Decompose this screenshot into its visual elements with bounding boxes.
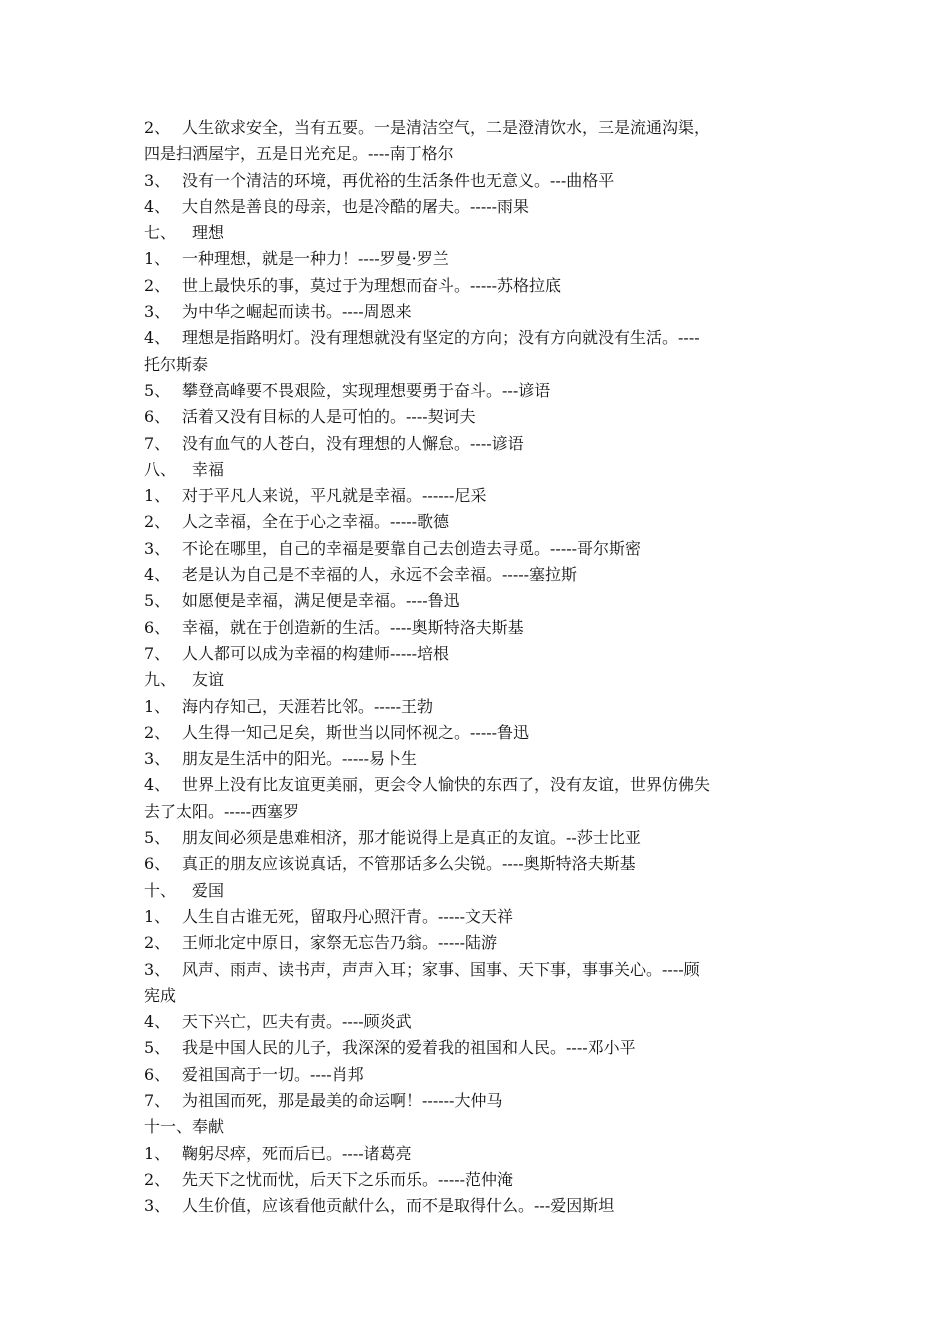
quote-text: 朋友间必须是患难相济，那才能说得上是真正的友谊。--莎士比亚 (182, 828, 641, 848)
quote-text: 去了太阳。-----西塞罗 (144, 801, 300, 821)
quote-line (144, 825, 814, 851)
quote-line (144, 772, 814, 798)
section-number: 十、 (144, 880, 177, 900)
section-title: 爱国 (192, 880, 225, 900)
quote-continuation-line (144, 983, 814, 1009)
quote-text: 如愿便是幸福，满足便是幸福。----鲁迅 (182, 591, 460, 611)
quote-line (144, 720, 814, 746)
quote-text: 风声、雨声、读书声，声声入耳；家事、国事、天下事，事事关心。----顾 (182, 959, 700, 979)
quote-text: 对于平凡人来说，平凡就是幸福。------尼采 (182, 486, 487, 506)
quote-number: 3、 (144, 302, 171, 322)
quote-text: 四是扫洒屋宇，五是日光充足。----南丁格尔 (144, 144, 454, 164)
quote-text: 一种理想，就是一种力！----罗曼·罗兰 (182, 249, 449, 269)
quote-line (144, 431, 814, 457)
section-number: 十一、 (144, 1117, 193, 1137)
quote-text: 活着又没有目标的人是可怕的。----契诃夫 (182, 407, 476, 427)
quote-number: 4、 (144, 775, 171, 795)
quote-line (144, 1141, 814, 1167)
quote-text: 为祖国而死，那是最美的命运啊！------大仲马 (182, 1090, 503, 1110)
quote-line (144, 168, 814, 194)
quote-number: 3、 (144, 749, 171, 769)
quote-text: 鞠躬尽瘁，死而后已。----诸葛亮 (182, 1143, 412, 1163)
quote-text: 为中华之崛起而读书。----周恩来 (182, 302, 412, 322)
quote-number: 4、 (144, 196, 171, 216)
quote-continuation-line (144, 799, 814, 825)
quote-text: 不论在哪里，自己的幸福是要靠自己去创造去寻觅。-----哥尔斯密 (182, 538, 642, 558)
quote-line (144, 641, 814, 667)
quote-text: 幸福，就在于创造新的生活。----奥斯特洛夫斯基 (182, 617, 524, 637)
quote-continuation-line (144, 141, 814, 167)
quote-continuation-line (144, 352, 814, 378)
section-number: 七、 (144, 223, 177, 243)
quote-text: 没有一个清洁的环境，再优裕的生活条件也无意义。---曲格平 (182, 170, 615, 190)
quote-line (144, 957, 814, 983)
quote-line (144, 1193, 814, 1219)
quote-line (144, 746, 814, 772)
quote-number: 6、 (144, 407, 171, 427)
quote-line (144, 694, 814, 720)
quote-text: 海内存知己，天涯若比邻。-----王勃 (182, 696, 434, 716)
quote-number: 4、 (144, 1012, 171, 1032)
quote-number: 2、 (144, 512, 171, 532)
quote-number: 3、 (144, 170, 171, 190)
quote-line (144, 1009, 814, 1035)
section-number: 八、 (144, 459, 177, 479)
section-title: 友谊 (192, 670, 225, 690)
quote-number: 7、 (144, 1090, 171, 1110)
quote-number: 1、 (144, 486, 171, 506)
quote-line (144, 904, 814, 930)
quote-number: 5、 (144, 380, 171, 400)
quote-text: 世上最快乐的事，莫过于为理想而奋斗。-----苏格拉底 (182, 275, 562, 295)
quote-text: 真正的朋友应该说真话，不管那话多么尖锐。----奥斯特洛夫斯基 (182, 854, 636, 874)
section-title: 奉献 (192, 1117, 225, 1137)
quote-number: 7、 (144, 643, 171, 663)
quote-line (144, 404, 814, 430)
section-heading (144, 1114, 814, 1140)
quote-number: 3、 (144, 959, 171, 979)
section-heading (144, 457, 814, 483)
quote-text: 先天下之忧而忧，后天下之乐而乐。-----范仲淹 (182, 1169, 514, 1189)
quote-text: 攀登高峰要不畏艰险，实现理想要勇于奋斗。---谚语 (182, 380, 551, 400)
quote-number: 1、 (144, 906, 171, 926)
quote-number: 2、 (144, 1169, 171, 1189)
quote-line (144, 246, 814, 272)
quote-text: 大自然是善良的母亲，也是冷酷的屠夫。-----雨果 (182, 196, 530, 216)
quote-text: 理想是指路明灯。没有理想就没有坚定的方向；没有方向就没有生活。---- (182, 328, 700, 348)
quote-line (144, 1167, 814, 1193)
quote-number: 6、 (144, 617, 171, 637)
quote-number: 4、 (144, 565, 171, 585)
quote-text: 人生欲求安全，当有五要。一是清洁空气，二是澄清饮水，三是流通沟渠， (182, 118, 711, 137)
quote-line (144, 615, 814, 641)
quote-list (144, 115, 814, 1219)
section-heading (144, 878, 814, 904)
quote-number: 5、 (144, 1038, 171, 1058)
quote-text: 托尔斯泰 (144, 354, 209, 374)
quote-number: 2、 (144, 722, 171, 742)
section-number: 九、 (144, 670, 177, 690)
quote-number: 2、 (144, 118, 171, 137)
quote-line (144, 509, 814, 535)
quote-number: 1、 (144, 249, 171, 269)
section-title: 理想 (192, 223, 225, 243)
quote-number: 4、 (144, 328, 171, 348)
quote-number: 6、 (144, 1064, 171, 1084)
quote-number: 3、 (144, 1196, 171, 1216)
quote-text: 人人都可以成为幸福的构建师-----培根 (182, 643, 450, 663)
quote-line (144, 299, 814, 325)
quote-line (144, 588, 814, 614)
quote-line (144, 1088, 814, 1114)
quote-text: 我是中国人民的儿子，我深深的爱着我的祖国和人民。----邓小平 (182, 1038, 636, 1058)
quote-text: 朋友是生活中的阳光。-----易卜生 (182, 749, 418, 769)
quote-text: 人生自古谁无死，留取丹心照汗青。-----文天祥 (182, 906, 514, 926)
quote-text: 宪成 (144, 985, 177, 1005)
quote-text: 王师北定中原日，家祭无忘告乃翁。-----陆游 (182, 933, 498, 953)
quote-number: 2、 (144, 933, 171, 953)
quote-text: 人之幸福，全在于心之幸福。-----歌德 (182, 512, 450, 532)
quote-line (144, 536, 814, 562)
quote-text: 人生得一知己足矣，斯世当以同怀视之。-----鲁迅 (182, 722, 530, 742)
quote-line (144, 194, 814, 220)
quote-line (144, 325, 814, 351)
section-heading (144, 220, 814, 246)
quote-line (144, 115, 814, 141)
quote-line (144, 851, 814, 877)
quote-line (144, 483, 814, 509)
quote-text: 人生价值，应该看他贡献什么，而不是取得什么。---爱因斯坦 (182, 1196, 615, 1216)
quote-line (144, 378, 814, 404)
quote-line (144, 562, 814, 588)
quote-line (144, 1035, 814, 1061)
quote-number: 2、 (144, 275, 171, 295)
quote-number: 5、 (144, 591, 171, 611)
quote-number: 1、 (144, 1143, 171, 1163)
quote-text: 爱祖国高于一切。----肖邦 (182, 1064, 364, 1084)
quote-line (144, 930, 814, 956)
quote-number: 5、 (144, 828, 171, 848)
section-heading (144, 667, 814, 693)
quote-text: 老是认为自己是不幸福的人，永远不会幸福。-----塞拉斯 (182, 565, 578, 585)
quote-text: 天下兴亡，匹夫有责。----顾炎武 (182, 1012, 412, 1032)
quote-line (144, 1062, 814, 1088)
quote-number: 3、 (144, 538, 171, 558)
quote-text: 世界上没有比友谊更美丽，更会令人愉快的东西了，没有友谊，世界仿佛失 (182, 775, 711, 795)
quote-text: 没有血气的人苍白，没有理想的人懈怠。----谚语 (182, 433, 524, 453)
quote-number: 6、 (144, 854, 171, 874)
section-title: 幸福 (192, 459, 225, 479)
quote-line (144, 273, 814, 299)
quote-number: 1、 (144, 696, 171, 716)
quote-number: 7、 (144, 433, 171, 453)
